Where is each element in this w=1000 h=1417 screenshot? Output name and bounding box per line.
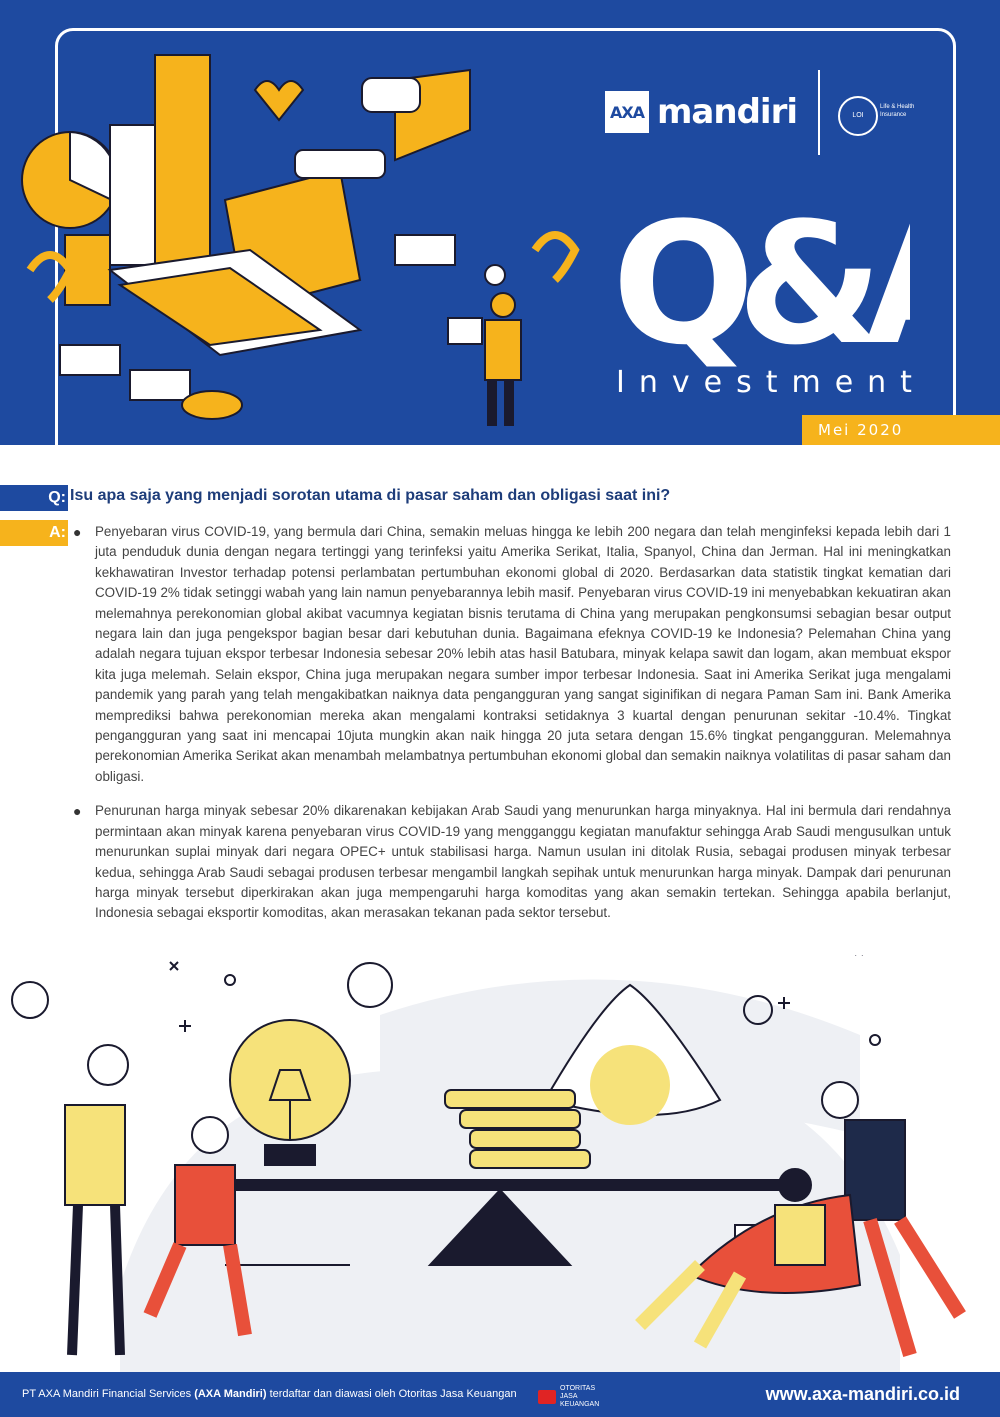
question-tag: Q: <box>0 485 68 511</box>
header-illustration <box>0 0 600 445</box>
ojk-logo <box>538 1385 600 1409</box>
footer-text-bold: (AXA Mandiri) <box>194 1388 267 1400</box>
seal-logo: LOI <box>838 96 878 136</box>
answer-bullet <box>73 522 951 787</box>
footer-text-post: terdaftar dan diawasi oleh Otoritas Jasa Keuangan <box>266 1388 517 1400</box>
mandiri-wordmark: mandiri <box>657 92 797 132</box>
website-link[interactable]: www.axa-mandiri.co.id <box>765 1384 960 1404</box>
logo-divider <box>818 70 820 155</box>
qa-title <box>610 180 910 370</box>
footer-text-pre: PT AXA Mandiri Financial Services <box>22 1388 195 1400</box>
ojk-icon <box>538 1390 556 1404</box>
bullet-icon: ● <box>73 803 82 820</box>
answer-tag: A: <box>0 520 68 546</box>
subtitle: Investment <box>616 365 926 400</box>
date-badge: Mei 2020 <box>802 415 1000 445</box>
question-row <box>0 485 1000 513</box>
bullet-icon: ● <box>73 524 82 540</box>
bottom-illustration <box>0 955 1000 1372</box>
header-banner <box>0 0 1000 445</box>
question-text: Isu apa saja yang menjadi sorotan utama di pasar saham dan obligasi saat ini? <box>70 487 671 504</box>
footer-disclaimer <box>22 1388 517 1400</box>
answer-paragraph: Penyebaran virus COVID-19, yang bermula dari China, semakin meluas hingga ke lebih 200 negara dan telah menginfeksi kepada lebih dari 1 juta penduduk dunia dengan negara tertinggi yang terinfeksi yaitu Amerika Serikat, Italia, Spanyol, China dan Jerman. Hal ini meningkatkan kekhawatiran Investor terhadap potensi perlambatan pertumbuhan ekonomi global di 2020. Berdasarkan data statistik tingkat kematian dari COVID-19 2% tidak setinggi wabah yang lain namun penyebarannya lebih masif. Penyebaran virus COVID-19 ini menyebabkan kekuatiran akan melemahnya perekonomian global akibat vacumnya kegiatan bisnis terutama di China yang merupakan pengkonsumsi sebagian besar output negara lain dan juga pengekspor bagian besar dari kebutuhan dunia. Bagaimana efeknya COVID-19 ke Indonesia? Pelemahan China yang adalah negara tujuan ekspor terbesar Indonesia sebesar 20% lebih atas hasil Batubara, minyak kelapa sawit dan logam, akan membuat ekspor kita juga melemah. Selain ekspor, China juga merupakan negara sumber impor terbesar Indonesia. Saat ini Amerika Serikat juga mengalami pandemik yang parah yang telah mengakibatkan naiknya data pengangguran yang sangat siginifikan di negara Paman Sam ini. Bank Amerika memprediksi bahwa perekonomian mereka akan mengalami kontraksi setidaknya 3 kuartal dengan penurunan sekitar -10.4%. Tingkat pengangguran yang saat ini mencapai 10juta mungkin akan naik hingga 20 juta setara dengan 15.6% tingkat pengangguran. Melemahnya perekonomian Amerika Serikat akan menambah melambatnya pertumbuhan ekonomi global dan semakin naiknya volatilitas di pasar saham dan obligasi. <box>95 524 952 784</box>
ojk-label: OTORITAS JASA KEUANGAN <box>560 1385 600 1408</box>
qa-letters: Q& <box>612 186 866 370</box>
axa-logo: AXA <box>605 91 649 133</box>
answer-bullet <box>73 801 951 923</box>
seal-caption: Life & Health Insurance <box>880 104 915 118</box>
answer-paragraph: Penurunan harga minyak sebesar 20% dikarenakan kebijakan Arab Saudi yang menurunkan harga minyaknya. Hal ini bermula dari rendahnya permintaan akan minyak karena penyebaran virus COVID-19 yang mengganggu kegiatan manufaktur sehingga Arab Saudi mengusulkan untuk menurunkan suplai minyak dari negara OPEC+ untuk stabilisasi harga. Namun usulan ini ditolak Rusia, sebagai produsen minyak terbesar kedua, sehingga Arab Saudi sebagai produsen terbesar mengambil langkah sepihak untuk menurunkan harga minyak. Dampak dari penurunan harga minyak tersebut diperkirakan akan juga mempengaruhi harga komoditas yang akan semakin tertekan. Sehingga apabila berlanjut, Indonesia sebagai eksportir komoditas, akan merasakan tekanan pada sektor tersebut. <box>95 803 951 921</box>
answer-list <box>73 522 951 938</box>
axa-mandiri-logo <box>605 88 797 136</box>
footer <box>0 1372 1000 1417</box>
